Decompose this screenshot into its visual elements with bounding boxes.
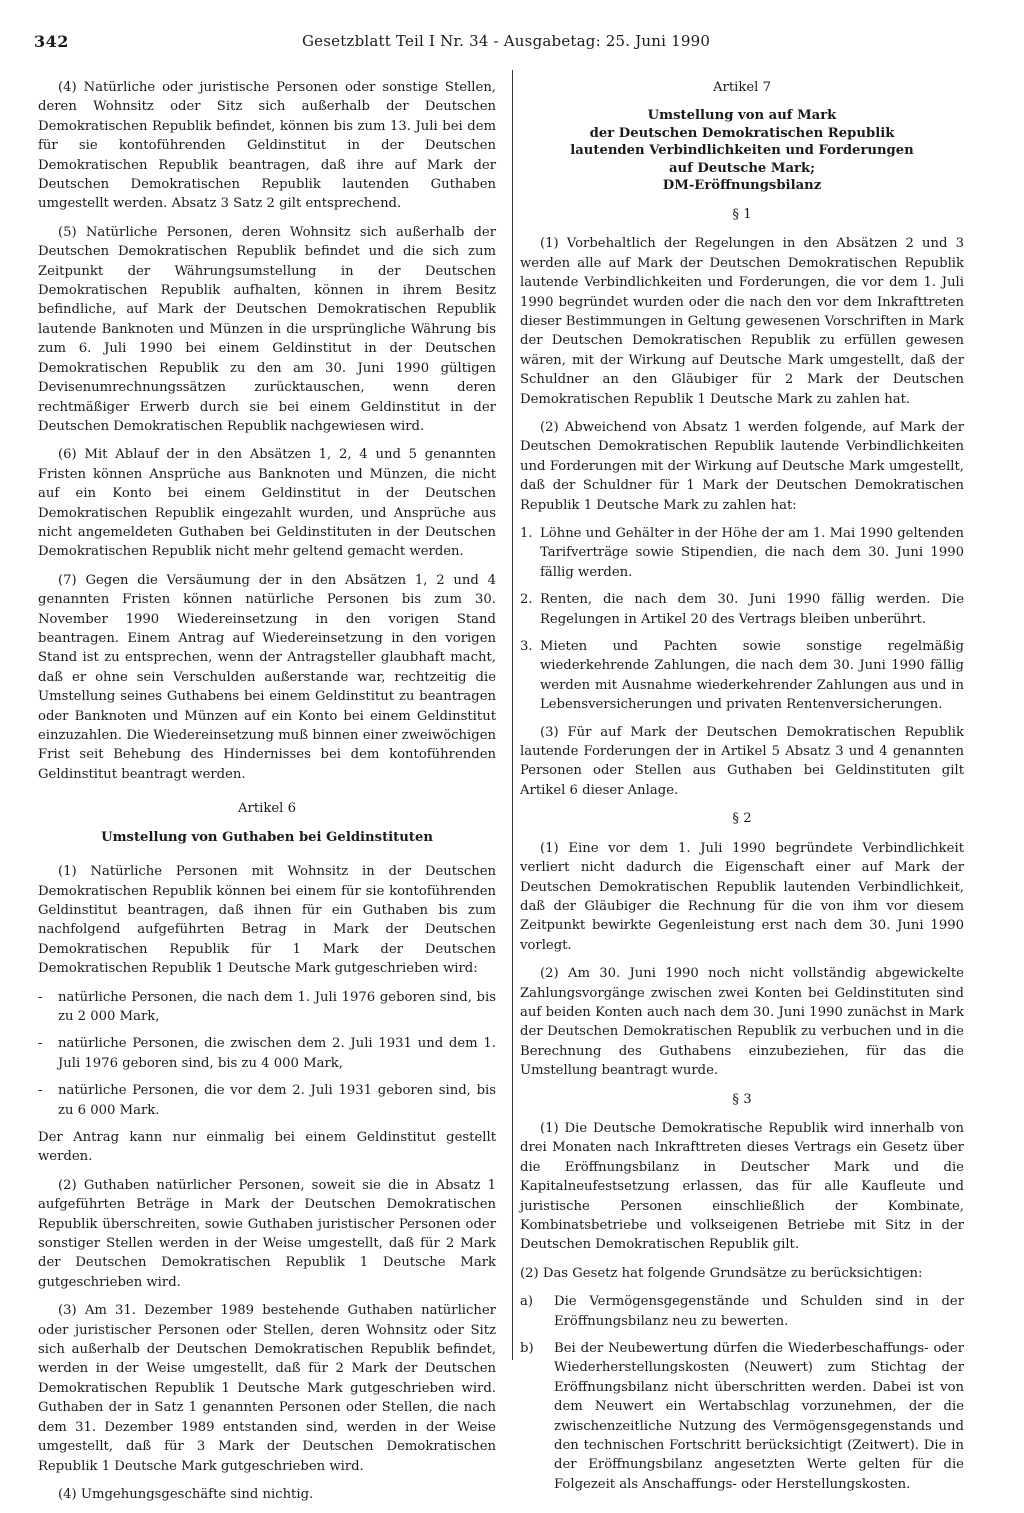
left-column <box>38 78 496 1513</box>
paragraph-7-1-3: (3) Für auf Mark der Deutschen Demokratischen Republik lautende Forderungen der in Artikel 5 Absatz 3 und 4 genannten Personen oder Stellen aus Guthaben bei Geldinstituten gilt Artikel 6 dieser Anlage. <box>520 724 964 798</box>
list-number: 1. <box>520 526 533 541</box>
section-1-heading: § 1 <box>732 206 752 222</box>
article-6-title: Umstellung von Guthaben bei Geldinstituten <box>101 829 433 845</box>
paragraph-6-1: (1) Natürliche Personen mit Wohnsitz in der Deutschen Demokratischen Republik können bei einem für sie kontoführenden Geldinstitut beantragen, daß ihnen für ein Guthaben bis zum nachfolgend aufgeführten Betrag in Mark der Deutschen Demokratischen Republik für 1 Mark der Deutschen Demokratischen Republik 1 Deutsche Mark gutgeschrieben wird: <box>38 864 496 977</box>
list-number: 2. <box>520 592 533 608</box>
paragraph-5-7: (7) Gegen die Versäumung der in den Absätzen 1, 2 und 4 genannten Fristen können natürliche Personen bis zum 30. November 1990 Wiedereinsetzung in den vorigen Stand beantragen. Einem Antrag auf Wiedereinsetzung in den vorigen Stand ist zu entsprechen, wenn der Antragsteller glaubhaft macht, daß er ohne sein Verschulden außerstande war, rechtzeitig die Umstellung seines Guthabens bei einem Geldinstitut zu beantragen oder Banknoten und Münzen auf ein Konto bei einem Geldinstitut einzuzahlen. Die Wiedereinsetzung muß binnen einer zweiwöchigen Frist seit Behebung des Hindernisses bei dem kontoführenden Geldinstitut beantragt werden. <box>38 572 496 782</box>
list-letter: a) <box>520 1294 534 1310</box>
article-7-heading: Artikel 7 <box>713 80 771 95</box>
article-7-title <box>520 107 964 195</box>
paragraph-6-4: (4) Umgehungsgeschäfte sind nichtig. <box>58 1486 314 1502</box>
list-item-text: natürliche Personen, die vor dem 2. Juli 1931 geboren sind, bis zu 6 000 Mark. <box>58 1083 496 1118</box>
running-head: Gesetzblatt Teil I Nr. 34 - Ausgabetag: 25. Juni 1990 <box>302 32 711 50</box>
page-number: 342 <box>34 32 69 51</box>
paragraph-7-1-2: (2) Abweichend von Absatz 1 werden folgende, auf Mark der Deutschen Demokratischen Republik lautende Verbindlichkeiten und Forderungen mit der Wirkung auf Deutsche Mark umgestellt, daß der Schuldner für 1 Mark der Deutschen Demokratischen Republik 1 Deutsche Mark zu zahlen hat: <box>520 419 964 513</box>
list-item <box>38 1034 496 1073</box>
paragraph-6-3: (3) Am 31. Dezember 1989 bestehende Guthaben natürlicher oder juristischer Personen oder Stellen, deren Wohnsitz oder Sitz sich außerhalb der Deutschen Demokratischen Republik befindet, werden in der Weise umgestellt, daß für 2 Mark der Deutschen Demokratischen Republik 1 Deutsche Mark gutgeschrieben wird. Guthaben der in Satz 1 genannten Personen oder Stellen, die nach dem 31. Dezember 1989 entstanden sind, werden in der Weise umgestellt, daß für 3 Mark der Deutschen Demokratischen Republik 1 Deutsche Mark gutgeschrieben wird. <box>38 1303 496 1474</box>
list-item-text: Bei der Neubewertung dürfen die Wiederbeschaffungs- oder Wiederherstellungskosten (Neuwert) zum Stichtag der Eröffnungsbilanz nicht überschritten werden. Dabei ist von dem Neuwert ein Wertabschlag vorzunehmen, der die zwischenzeitliche Nutzung des Vermögensgegenstands und den technischen Fortschritt berücksichtigt (Zeitwert). Die in der Eröffnungsbilanz angesetzten Werte gelten für die Folgezeit als Anschaffungs- oder Herstellungskosten. <box>554 1341 964 1492</box>
list-item <box>520 637 964 715</box>
paragraph-7-3-1: (1) Die Deutsche Demokratische Republik wird innerhalb von drei Monaten nach Inkrafttreten dieses Vertrags ein Gesetz über die Eröffnungsbilanz in Deutscher Mark und die Kapitalneufestsetzung erlassen, das für alle Kaufleute und juristische Personen einschließlich der Kombinate, Kombinatsbetriebe und volkseigenen Betriebe mit Sitz in der Deutschen Demokratischen Republik gilt. <box>520 1120 964 1253</box>
list-item-text: Renten, die nach dem 30. Juni 1990 fällig werden. Die Regelungen in Artikel 20 des Vertrags bleiben unberührt. <box>540 592 964 627</box>
list-item <box>520 1339 964 1494</box>
article-7-title-line: auf Deutsche Mark; <box>668 160 816 176</box>
article-7-title-line: lautenden Verbindlichkeiten und Forderungen <box>570 143 914 159</box>
paragraph-5-4: (4) Natürliche oder juristische Personen oder sonstige Stellen, deren Wohnsitz oder Sitz sich außerhalb der Deutschen Demokratischen Republik befindet, können bis zum 13. Juli bei dem für sie kontoführenden Geldinstitut in der Deutschen Demokratischen Republik beantragen, daß ihre auf Mark der Deutschen Demokratischen Republik lautenden Guthaben umgestellt werden. Absatz 3 Satz 2 gilt entsprechend. <box>38 80 496 212</box>
section-3-heading: § 3 <box>732 1091 752 1107</box>
dash-marker: - <box>38 1036 43 1052</box>
article-6-heading: Artikel 6 <box>238 801 296 817</box>
article-7-title-line: Umstellung von auf Mark <box>647 108 837 124</box>
right-column <box>520 78 964 1502</box>
list-item-text: natürliche Personen, die nach dem 1. Juli 1976 geboren sind, bis zu 2 000 Mark, <box>58 989 496 1024</box>
column-divider <box>512 70 513 1360</box>
list-item <box>38 1081 496 1120</box>
paragraph-7-2-1: (1) Eine vor dem 1. Juli 1990 begründete Verbindlichkeit verliert nicht dadurch die Eigenschaft einer auf Mark der Deutschen Demokratischen Republik lautenden Verbindlichkeit, daß der Gläubiger die Rechnung für die von ihm vor diesem Zeitpunkt bewirkte Gegenleistung erst nach dem 30. Juni 1990 vorlegt. <box>520 840 964 953</box>
paragraph-5-6: (6) Mit Ablauf der in den Absätzen 1, 2, 4 und 5 genannten Fristen können Ansprüche aus Banknoten und Münzen, die nicht auf ein Konto bei einem Geldinstitut in der Deutschen Demokratischen Republik eingezahlt wurden, und Ansprüche aus nicht angemeldeten Guthaben bei Geldinstituten in der Deutschen Demokratischen Republik nicht mehr geltend gemacht werden. <box>38 447 496 560</box>
list-item-text: natürliche Personen, die zwischen dem 2. Juli 1931 und dem 1. Juli 1976 geboren sind, bis zu 4 000 Mark, <box>58 1036 496 1071</box>
list-item <box>38 988 496 1027</box>
section-2-heading: § 2 <box>732 811 752 827</box>
list-item <box>520 1292 964 1331</box>
dash-marker: - <box>38 989 43 1005</box>
list-item-text: Löhne und Gehälter in der Höhe der am 1. Mai 1990 geltenden Tarifverträge sowie Stipendien, die nach dem 30. Juni 1990 fällig werden. <box>540 526 964 580</box>
dash-marker: - <box>38 1083 43 1099</box>
paragraph-6-2: (2) Guthaben natürlicher Personen, soweit sie die in Absatz 1 aufgeführten Beträge in Mark der Deutschen Demokratischen Republik überschreiten, sowie Guthaben juristischer Personen oder sonstiger Stellen werden in der Weise umgestellt, daß für 2 Mark der Deutschen Demokratischen Republik 1 Deutsche Mark gutgeschrieben wird. <box>38 1177 496 1290</box>
list-number: 3. <box>520 639 533 655</box>
article-7-title-line: der Deutschen Demokratischen Republik <box>589 125 895 141</box>
paragraph-7-2-2: (2) Am 30. Juni 1990 noch nicht vollständig abgewickelte Zahlungsvorgänge zwischen zwei Konten bei Geldinstituten sind auf beiden Konten auch nach dem 30. Juni 1990 zunächst in Mark der Deutschen Demokratischen Republik zu verbuchen und in die Berechnung des Guthabens einzubeziehen, für das die Umstellung beantragt wurde. <box>520 966 964 1079</box>
article-7-title-line: DM-Eröffnungsbilanz <box>662 178 822 194</box>
list-item-text: Die Vermögensgegenstände und Schulden sind in der Eröffnungsbilanz neu zu bewerten. <box>554 1294 964 1329</box>
list-item <box>520 524 964 582</box>
paragraph-7-1-1: (1) Vorbehaltlich der Regelungen in den Absätzen 2 und 3 werden alle auf Mark der Deutschen Demokratischen Republik lautende Verbindlichkeiten und Forderungen, die vor dem 1. Juli 1990 begründet wurden oder die nach den vor dem Inkrafttreten dieser Bestimmungen in Geltung gewesenen Vorschriften in Mark der Deutschen Demokratischen Republik zu erfüllen gewesen wären, mit der Wirkung auf Deutsche Mark umgestellt, daß der Schuldner an den Gläubiger für 2 Mark der Deutschen Demokratischen Republik 1 Deutsche Mark zu zahlen hat. <box>520 236 964 407</box>
list-item <box>520 590 964 629</box>
paragraph-6-1-after: Der Antrag kann nur einmalig bei einem Geldinstitut gestellt werden. <box>38 1130 496 1165</box>
page-header <box>34 32 1000 54</box>
paragraph-5-5: (5) Natürliche Personen, deren Wohnsitz sich außerhalb der Deutschen Demokratischen Republik befindet und die sich zum Zeitpunkt der Währungsumstellung in der Deutschen Demokratischen Republik aufhalten, können in ihrem Besitz befindliche, auf Mark der Deutschen Demokratischen Republik lautende Banknoten und Münzen in die ursprüngliche Währung bis zum 6. Juli 1990 bei einem Geldinstitut in der Deutschen Demokratischen Republik zu den am 30. Juni 1990 gültigen Devisenumrechnungssätzen zurücktauschen, wenn deren rechtmäßiger Erwerb durch sie bei einem Geldinstitut in der Deutschen Demokratischen Republik nachgewiesen wird. <box>38 224 496 434</box>
paragraph-7-3-2: (2) Das Gesetz hat folgende Grundsätze zu berücksichtigen: <box>520 1265 923 1281</box>
list-item-text: Mieten und Pachten sowie sonstige regelmäßig wiederkehrende Zahlungen, die nach dem 30. Juni 1990 fällig werden mit Ausnahme wiederkehrender Zahlungen aus und in Lebensversicherungen und privaten Rentenversicherungen. <box>540 639 964 713</box>
list-letter: b) <box>520 1341 534 1357</box>
